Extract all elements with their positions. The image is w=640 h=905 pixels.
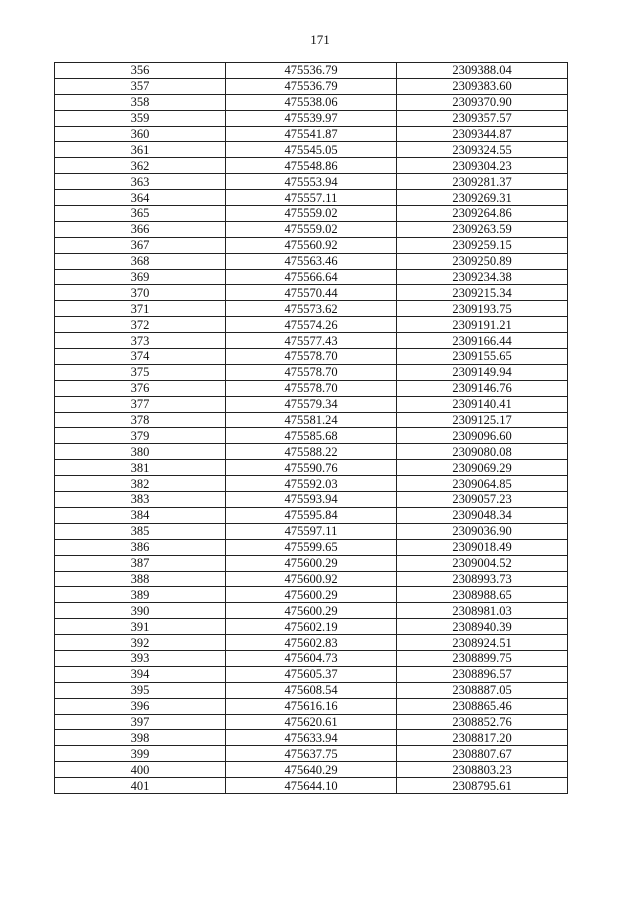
table-row: [55, 730, 568, 746]
point-number-cell: 399: [55, 746, 226, 762]
table-row: [55, 269, 568, 285]
table-row: [55, 492, 568, 508]
table-row: [55, 349, 568, 365]
point-number-cell: 360: [55, 126, 226, 142]
point-number-cell: 379: [55, 428, 226, 444]
point-number-cell: 369: [55, 269, 226, 285]
x-coordinate-cell: 475600.92: [226, 571, 397, 587]
y-coordinate-cell: 2309004.52: [397, 555, 568, 571]
x-coordinate-cell: 475560.92: [226, 237, 397, 253]
y-coordinate-cell: 2308817.20: [397, 730, 568, 746]
table-row: [55, 778, 568, 794]
x-coordinate-cell: 475577.43: [226, 333, 397, 349]
y-coordinate-cell: 2309215.34: [397, 285, 568, 301]
table-row: [55, 174, 568, 190]
table-row: [55, 539, 568, 555]
point-number-cell: 395: [55, 682, 226, 698]
x-coordinate-cell: 475592.03: [226, 476, 397, 492]
y-coordinate-cell: 2309388.04: [397, 63, 568, 79]
coordinates-table: [54, 62, 568, 794]
table-row: [55, 571, 568, 587]
point-number-cell: 390: [55, 603, 226, 619]
y-coordinate-cell: 2308896.57: [397, 666, 568, 682]
table-row: [55, 94, 568, 110]
x-coordinate-cell: 475566.64: [226, 269, 397, 285]
point-number-cell: 370: [55, 285, 226, 301]
point-number-cell: 371: [55, 301, 226, 317]
table-row: [55, 428, 568, 444]
y-coordinate-cell: 2308865.46: [397, 698, 568, 714]
point-number-cell: 394: [55, 666, 226, 682]
x-coordinate-cell: 475600.29: [226, 555, 397, 571]
x-coordinate-cell: 475640.29: [226, 762, 397, 778]
y-coordinate-cell: 2309064.85: [397, 476, 568, 492]
y-coordinate-cell: 2309069.29: [397, 460, 568, 476]
y-coordinate-cell: 2309146.76: [397, 380, 568, 396]
x-coordinate-cell: 475600.29: [226, 603, 397, 619]
point-number-cell: 389: [55, 587, 226, 603]
x-coordinate-cell: 475595.84: [226, 507, 397, 523]
point-number-cell: 376: [55, 380, 226, 396]
table-row: [55, 190, 568, 206]
x-coordinate-cell: 475604.73: [226, 650, 397, 666]
table-row: [55, 126, 568, 142]
y-coordinate-cell: 2308795.61: [397, 778, 568, 794]
table-row: [55, 110, 568, 126]
y-coordinate-cell: 2309264.86: [397, 206, 568, 222]
y-coordinate-cell: 2309259.15: [397, 237, 568, 253]
point-number-cell: 364: [55, 190, 226, 206]
table-row: [55, 285, 568, 301]
y-coordinate-cell: 2309357.57: [397, 110, 568, 126]
y-coordinate-cell: 2309304.23: [397, 158, 568, 174]
point-number-cell: 398: [55, 730, 226, 746]
x-coordinate-cell: 475574.26: [226, 317, 397, 333]
y-coordinate-cell: 2309080.08: [397, 444, 568, 460]
table-row: [55, 206, 568, 222]
x-coordinate-cell: 475553.94: [226, 174, 397, 190]
x-coordinate-cell: 475581.24: [226, 412, 397, 428]
table-row: [55, 650, 568, 666]
point-number-cell: 375: [55, 364, 226, 380]
table-row: [55, 63, 568, 79]
table-row: [55, 396, 568, 412]
y-coordinate-cell: 2309281.37: [397, 174, 568, 190]
y-coordinate-cell: 2308807.67: [397, 746, 568, 762]
y-coordinate-cell: 2308993.73: [397, 571, 568, 587]
y-coordinate-cell: 2309234.38: [397, 269, 568, 285]
table-row: [55, 746, 568, 762]
y-coordinate-cell: 2308899.75: [397, 650, 568, 666]
point-number-cell: 367: [55, 237, 226, 253]
x-coordinate-cell: 475563.46: [226, 253, 397, 269]
x-coordinate-cell: 475548.86: [226, 158, 397, 174]
x-coordinate-cell: 475602.83: [226, 635, 397, 651]
x-coordinate-cell: 475539.97: [226, 110, 397, 126]
table-row: [55, 555, 568, 571]
table-row: [55, 603, 568, 619]
table-row: [55, 460, 568, 476]
table-row: [55, 78, 568, 94]
point-number-cell: 372: [55, 317, 226, 333]
x-coordinate-cell: 475620.61: [226, 714, 397, 730]
table-row: [55, 221, 568, 237]
y-coordinate-cell: 2309324.55: [397, 142, 568, 158]
x-coordinate-cell: 475570.44: [226, 285, 397, 301]
point-number-cell: 361: [55, 142, 226, 158]
point-number-cell: 357: [55, 78, 226, 94]
x-coordinate-cell: 475536.79: [226, 78, 397, 94]
table-row: [55, 301, 568, 317]
x-coordinate-cell: 475557.11: [226, 190, 397, 206]
point-number-cell: 359: [55, 110, 226, 126]
x-coordinate-cell: 475637.75: [226, 746, 397, 762]
x-coordinate-cell: 475578.70: [226, 380, 397, 396]
y-coordinate-cell: 2308887.05: [397, 682, 568, 698]
table-row: [55, 237, 568, 253]
page-number: 171: [310, 32, 330, 47]
x-coordinate-cell: 475608.54: [226, 682, 397, 698]
y-coordinate-cell: 2309036.90: [397, 523, 568, 539]
x-coordinate-cell: 475633.94: [226, 730, 397, 746]
point-number-cell: 373: [55, 333, 226, 349]
y-coordinate-cell: 2309344.87: [397, 126, 568, 142]
table-row: [55, 444, 568, 460]
y-coordinate-cell: 2309155.65: [397, 349, 568, 365]
table-row: [55, 714, 568, 730]
y-coordinate-cell: 2309383.60: [397, 78, 568, 94]
x-coordinate-cell: 475597.11: [226, 523, 397, 539]
x-coordinate-cell: 475585.68: [226, 428, 397, 444]
table-row: [55, 635, 568, 651]
y-coordinate-cell: 2309193.75: [397, 301, 568, 317]
y-coordinate-cell: 2309250.89: [397, 253, 568, 269]
point-number-cell: 358: [55, 94, 226, 110]
point-number-cell: 393: [55, 650, 226, 666]
point-number-cell: 391: [55, 619, 226, 635]
table-row: [55, 380, 568, 396]
table-row: [55, 698, 568, 714]
point-number-cell: 386: [55, 539, 226, 555]
y-coordinate-cell: 2308940.39: [397, 619, 568, 635]
y-coordinate-cell: 2308981.03: [397, 603, 568, 619]
y-coordinate-cell: 2308924.51: [397, 635, 568, 651]
x-coordinate-cell: 475545.05: [226, 142, 397, 158]
table-row: [55, 762, 568, 778]
y-coordinate-cell: 2309191.21: [397, 317, 568, 333]
x-coordinate-cell: 475602.19: [226, 619, 397, 635]
table-row: [55, 507, 568, 523]
x-coordinate-cell: 475644.10: [226, 778, 397, 794]
point-number-cell: 356: [55, 63, 226, 79]
y-coordinate-cell: 2308988.65: [397, 587, 568, 603]
point-number-cell: 365: [55, 206, 226, 222]
point-number-cell: 392: [55, 635, 226, 651]
y-coordinate-cell: 2309166.44: [397, 333, 568, 349]
x-coordinate-cell: 475541.87: [226, 126, 397, 142]
point-number-cell: 387: [55, 555, 226, 571]
x-coordinate-cell: 475599.65: [226, 539, 397, 555]
point-number-cell: 382: [55, 476, 226, 492]
point-number-cell: 374: [55, 349, 226, 365]
y-coordinate-cell: 2309269.31: [397, 190, 568, 206]
x-coordinate-cell: 475579.34: [226, 396, 397, 412]
point-number-cell: 388: [55, 571, 226, 587]
x-coordinate-cell: 475578.70: [226, 349, 397, 365]
y-coordinate-cell: 2308803.23: [397, 762, 568, 778]
y-coordinate-cell: 2309125.17: [397, 412, 568, 428]
point-number-cell: 384: [55, 507, 226, 523]
y-coordinate-cell: 2309263.59: [397, 221, 568, 237]
table-row: [55, 619, 568, 635]
x-coordinate-cell: 475578.70: [226, 364, 397, 380]
table-row: [55, 253, 568, 269]
point-number-cell: 362: [55, 158, 226, 174]
x-coordinate-cell: 475593.94: [226, 492, 397, 508]
table-row: [55, 682, 568, 698]
point-number-cell: 401: [55, 778, 226, 794]
x-coordinate-cell: 475573.62: [226, 301, 397, 317]
table-row: [55, 587, 568, 603]
point-number-cell: 385: [55, 523, 226, 539]
point-number-cell: 380: [55, 444, 226, 460]
x-coordinate-cell: 475605.37: [226, 666, 397, 682]
point-number-cell: 366: [55, 221, 226, 237]
x-coordinate-cell: 475538.06: [226, 94, 397, 110]
point-number-cell: 368: [55, 253, 226, 269]
point-number-cell: 400: [55, 762, 226, 778]
point-number-cell: 396: [55, 698, 226, 714]
table-row: [55, 333, 568, 349]
x-coordinate-cell: 475590.76: [226, 460, 397, 476]
y-coordinate-cell: 2308852.76: [397, 714, 568, 730]
coordinates-table-body: [55, 63, 568, 794]
x-coordinate-cell: 475600.29: [226, 587, 397, 603]
x-coordinate-cell: 475616.16: [226, 698, 397, 714]
y-coordinate-cell: 2309149.94: [397, 364, 568, 380]
y-coordinate-cell: 2309057.23: [397, 492, 568, 508]
table-row: [55, 412, 568, 428]
point-number-cell: 383: [55, 492, 226, 508]
point-number-cell: 378: [55, 412, 226, 428]
y-coordinate-cell: 2309048.34: [397, 507, 568, 523]
table-row: [55, 523, 568, 539]
y-coordinate-cell: 2309018.49: [397, 539, 568, 555]
x-coordinate-cell: 475559.02: [226, 221, 397, 237]
point-number-cell: 381: [55, 460, 226, 476]
point-number-cell: 397: [55, 714, 226, 730]
table-row: [55, 317, 568, 333]
table-row: [55, 142, 568, 158]
point-number-cell: 363: [55, 174, 226, 190]
x-coordinate-cell: 475536.79: [226, 63, 397, 79]
point-number-cell: 377: [55, 396, 226, 412]
y-coordinate-cell: 2309140.41: [397, 396, 568, 412]
x-coordinate-cell: 475588.22: [226, 444, 397, 460]
table-row: [55, 158, 568, 174]
y-coordinate-cell: 2309096.60: [397, 428, 568, 444]
table-row: [55, 364, 568, 380]
x-coordinate-cell: 475559.02: [226, 206, 397, 222]
table-row: [55, 666, 568, 682]
table-row: [55, 476, 568, 492]
y-coordinate-cell: 2309370.90: [397, 94, 568, 110]
